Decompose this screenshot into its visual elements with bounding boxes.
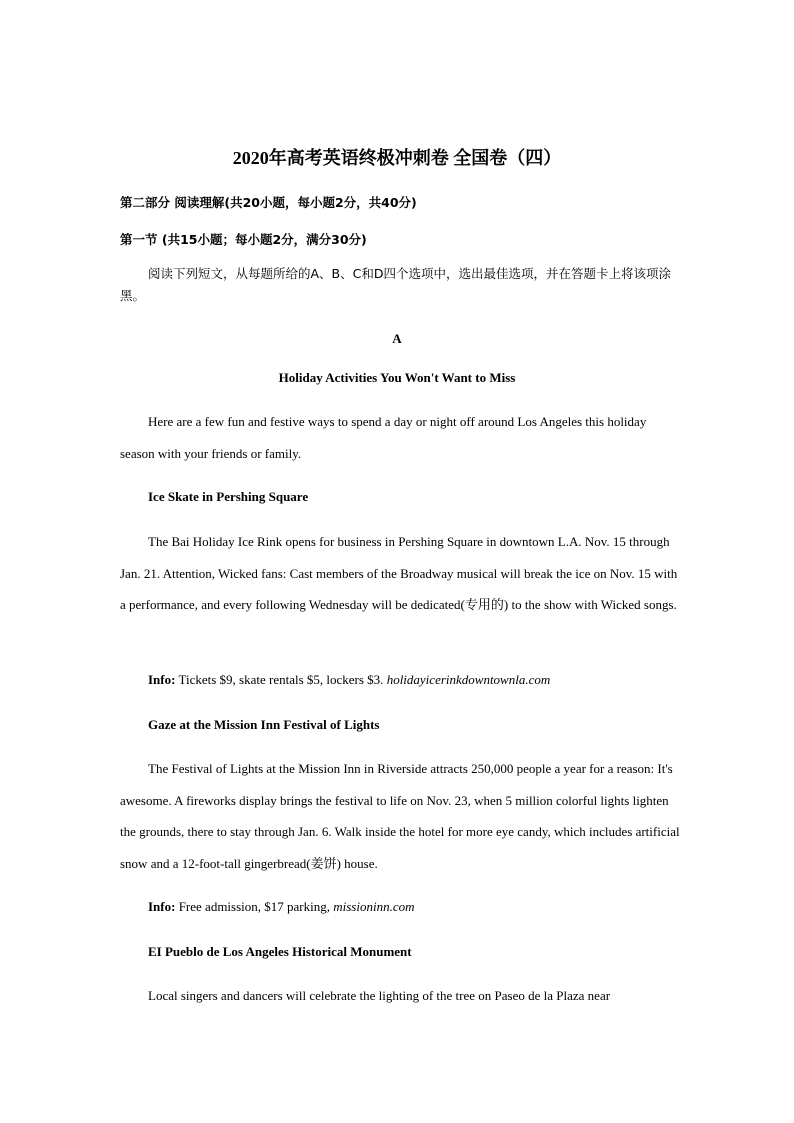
info-link[interactable]: missioninn.com [333,899,415,914]
section-heading: 第二部分 阅读理解(共20小题，每小题2分，共40分) [120,195,417,210]
item-info [148,899,688,915]
subsection-heading: 第一节 (共15小题；每小题2分，满分30分) [120,232,367,247]
item-info [148,672,688,688]
passage-letter: A [392,331,402,346]
info-label: Info: [148,899,176,914]
item-heading: Gaze at the Mission Inn Festival of Lights [148,717,380,732]
item-body: The Festival of Lights at the Mission Inn in Riverside attracts 250,000 people a year for a reason: It's awesome. A fireworks display brings the festival to life on Nov. 23, when 5 million colorful lights lighten the grounds, there to stay through Jan. 6. Walk inside the hotel for more eye candy, which includes artificial snow and a 12-foot-tall gingerbread(姜饼) house. [120,761,680,871]
exam-title: 2020年高考英语终极冲刺卷 全国卷（四） [232,148,562,168]
instructions-text: 阅读下列短文，从每题所给的A、B、C和D四个选项中，选出最佳选项，并在答题卡上将该项涂黑。 [120,266,671,303]
info-text: Tickets $9, skate rentals $5, lockers $3. [175,672,387,687]
info-link[interactable]: holidayicerinkdowntownla.com [386,672,551,687]
intro-paragraph: Here are a few fun and festive ways to spend a day or night off around Los Angeles this holiday season with your friends or family. [120,414,647,461]
passage-title: Holiday Activities You Won't Want to Miss [278,370,516,385]
info-label: Info: [148,672,176,687]
item-body: Local singers and dancers will celebrate the lighting of the tree on Paseo de la Plaza near [148,988,611,1003]
item-heading: Ice Skate in Pershing Square [148,489,309,504]
item-body: The Bai Holiday Ice Rink opens for business in Pershing Square in downtown L.A. Nov. 15 through Jan. 21. Attention, Wicked fans: Cast members of the Broadway musical will break the ice on Nov. 15 with a performance, and every following Wednesday will be dedicated(专用的) to the show with Wicked songs. [120,534,678,612]
info-text: Free admission, $17 parking, [175,899,334,914]
item-heading: EI Pueblo de Los Angeles Historical Monument [148,944,412,959]
